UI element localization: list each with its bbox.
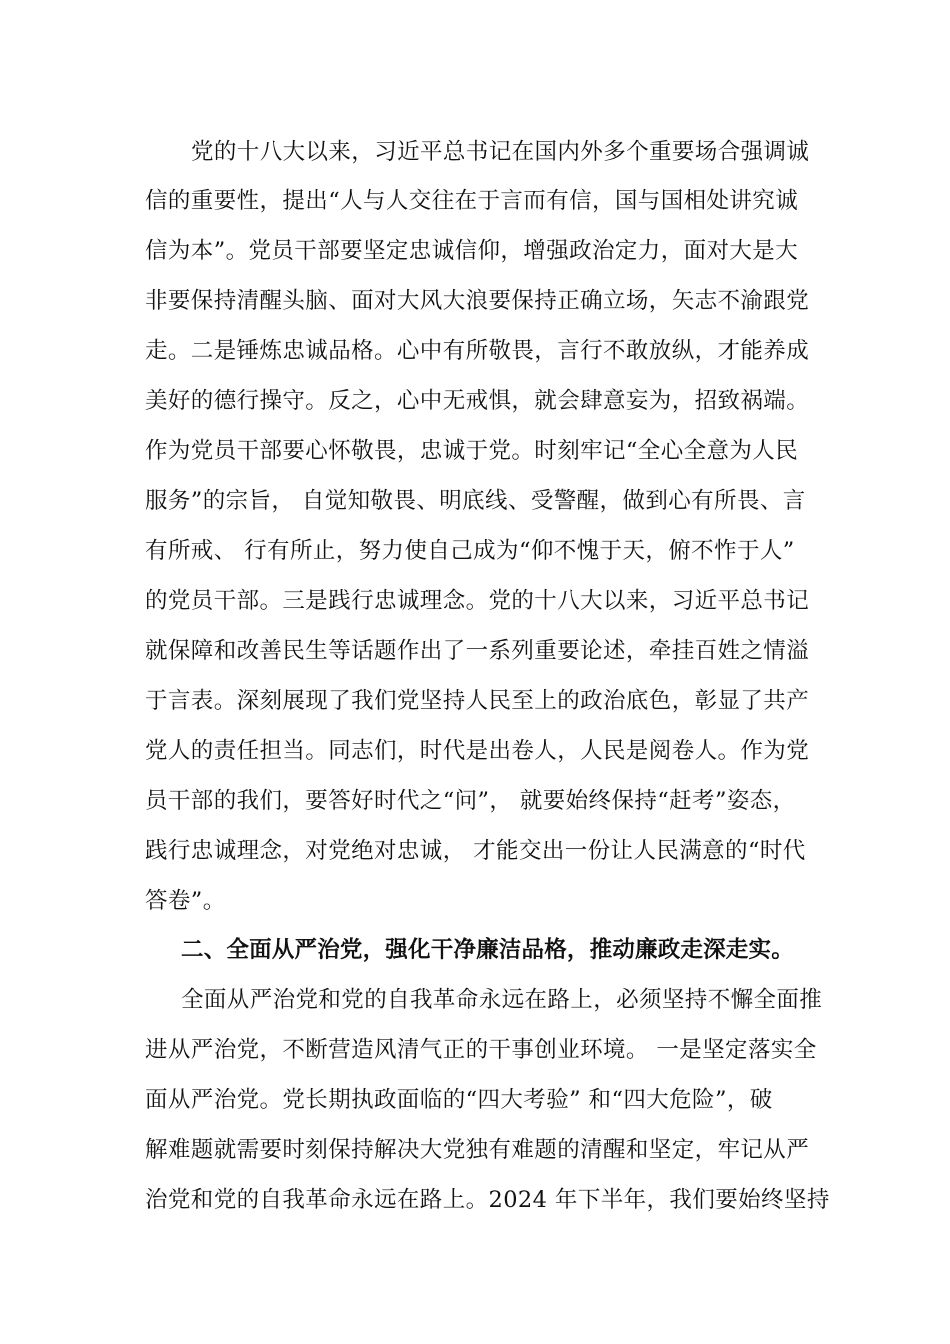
- paragraph-1-line-11: 就保障和改善民生等话题作出了一系列重要论述，牵挂百姓之情溢: [145, 638, 810, 664]
- paragraph-2-line-3: 面从严治党。党长期执政面临的“四大考验” 和“四大危险”，破: [145, 1087, 773, 1113]
- paragraph-1-line-3: 信为本”。党员干部要坚定忠诚信仰，增强政治定力，面对大是大: [145, 238, 799, 264]
- paragraph-2-line-2: 进从严治党，不断营造风清气正的干事创业环境。 一是坚定落实全: [145, 1037, 817, 1063]
- paragraph-1-line-7: 作为党员干部要心怀敬畏，忠诚于党。时刻牢记“全心全意为人民: [145, 438, 799, 464]
- paragraph-1-line-12: 于言表。深刻展现了我们党坚持人民至上的政治底色，彰显了共产: [145, 688, 810, 714]
- paragraph-1-line-1: 党的十八大以来，习近平总书记在国内外多个重要场合强调诚: [191, 139, 810, 165]
- paragraph-1-line-6: 美好的德行操守。反之，心中无戒惧，就会肆意妄为，招致祸端。: [145, 388, 810, 414]
- section-heading-2: 二、全面从严治党，强化干净廉洁品格，推动廉政走深走实。: [181, 937, 794, 963]
- paragraph-1-line-13: 党人的责任担当。同志们，时代是出卷人，人民是阅卷人。作为党: [145, 738, 810, 764]
- paragraph-1-line-15: 践行忠诚理念，对党绝对忠诚， 才能交出一份让人民满意的“时代: [145, 838, 806, 864]
- paragraph-1-line-10: 的党员干部。三是践行忠诚理念。党的十八大以来，习近平总书记: [145, 588, 810, 614]
- paragraph-1-line-2: 信的重要性，提出“人与人交往在于言而有信，国与国相处讲究诚: [145, 188, 799, 214]
- paragraph-1-line-14: 员干部的我们，要答好时代之“问”， 就要始终保持“赶考”姿态，: [145, 788, 796, 814]
- paragraph-1-line-9: 有所戒、 行有所止，努力使自己成为“仰不愧于天，俯不怍于人”: [145, 538, 795, 564]
- paragraph-1-line-16: 答卷”。: [145, 888, 226, 914]
- paragraph-2-line-1: 全面从严治党和党的自我革命永远在路上，必须坚持不懈全面推: [181, 987, 823, 1013]
- paragraph-1-line-4: 非要保持清醒头脑、面对大风大浪要保持正确立场，矢志不渝跟党: [145, 288, 810, 314]
- paragraph-2-line-4: 解难题就需要时刻保持解决大党独有难题的清醒和坚定，牢记从严: [145, 1137, 810, 1163]
- paragraph-2-line-5: 治党和党的自我革命永远在路上。2024 年下半年，我们要始终坚持: [145, 1187, 830, 1213]
- paragraph-1-line-5: 走。二是锤炼忠诚品格。心中有所敬畏，言行不敢放纵，才能养成: [145, 338, 810, 364]
- paragraph-1-line-8: 服务”的宗旨， 自觉知敬畏、明底线、受警醒，做到心有所畏、言: [145, 488, 806, 514]
